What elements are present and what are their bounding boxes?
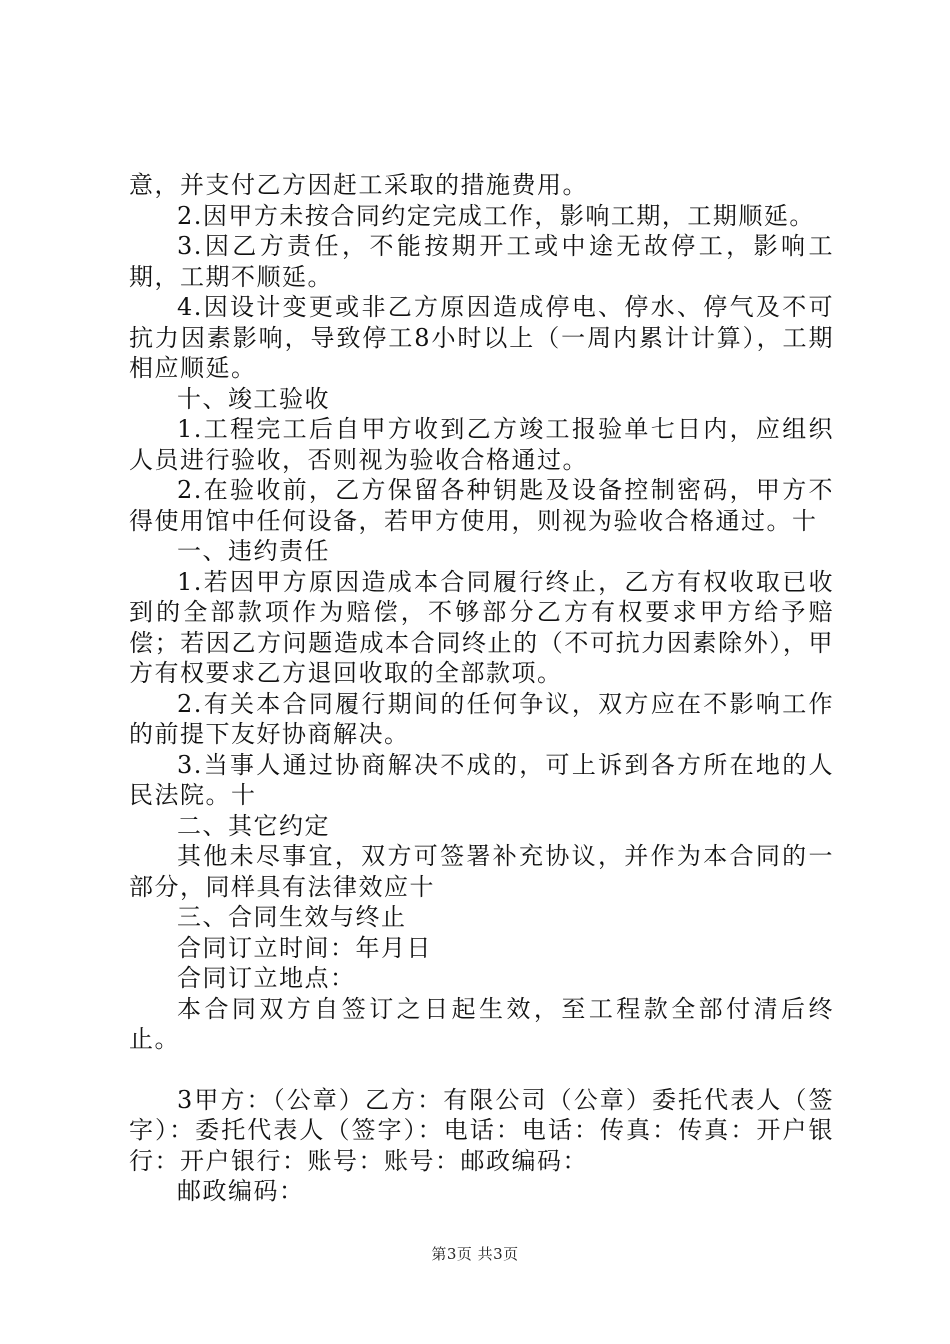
paragraph: 其他未尽事宜，双方可签署补充协议，并作为本合同的一部分，同样具有法律效应十 [129, 842, 834, 901]
paragraph: 4.因设计变更或非乙方原因造成停电、停水、停气及不可抗力因素影响，导致停工8小时以上（一周内累计计算），工期相应顺延。 [129, 293, 834, 382]
paragraph: 合同订立地点： [177, 964, 356, 992]
section-heading: 十、竣工验收 [177, 384, 330, 413]
section-heading: 一、违约责任 [177, 537, 330, 565]
paragraph: 3.因乙方责任，不能按期开工或中途无故停工，影响工期，工期不顺延。 [129, 232, 834, 291]
section-heading: 三、合同生效与终止 [177, 903, 407, 931]
section-heading: 二、其它约定 [177, 811, 330, 840]
blank-line [129, 1055, 834, 1085]
paragraph: 2.有关本合同履行期间的任何争议，双方应在不影响工作的前提下友好协商解决。 [129, 689, 834, 748]
paragraph: 1.工程完工后自甲方收到乙方竣工报验单七日内，应组织人员进行验收，否则视为验收合格通过。 [129, 415, 834, 474]
paragraph: 2.在验收前，乙方保留各种钥匙及设备控制密码，甲方不得使用馆中任何设备，若甲方使用，则视为验收合格通过。十 [129, 476, 834, 535]
page-footer: 第3页 共3页 [431, 1245, 519, 1263]
paragraph: 3.当事人通过协商解决不成的，可上诉到各方所在地的人民法院。十 [129, 750, 834, 809]
document-body [129, 170, 834, 1207]
paragraph: 1.若因甲方原因造成本合同履行终止，乙方有权收取已收到的全部款项作为赔偿，不够部分乙方有权要求甲方给予赔偿；若因乙方问题造成本合同终止的（不可抗力因素除外），甲方有权要求乙方退回收取的全部款项。 [129, 567, 834, 687]
signature-block: 3甲方：（公章）乙方：有限公司（公章）委托代表人（签字）：委托代表人（签字）：电话：电话：传真：传真：开户银行：开户银行：账号：账号：邮政编码： [129, 1085, 834, 1175]
paragraph: 邮政编码： [177, 1177, 305, 1205]
paragraph: 意，并支付乙方因赶工采取的措施费用。 [129, 171, 588, 199]
paragraph: 合同订立时间：年月日 [177, 933, 432, 962]
paragraph: 本合同双方自签订之日起生效，至工程款全部付清后终止。 [129, 994, 834, 1053]
paragraph: 2.因甲方未按合同约定完成工作，影响工期，工期顺延。 [177, 201, 815, 230]
